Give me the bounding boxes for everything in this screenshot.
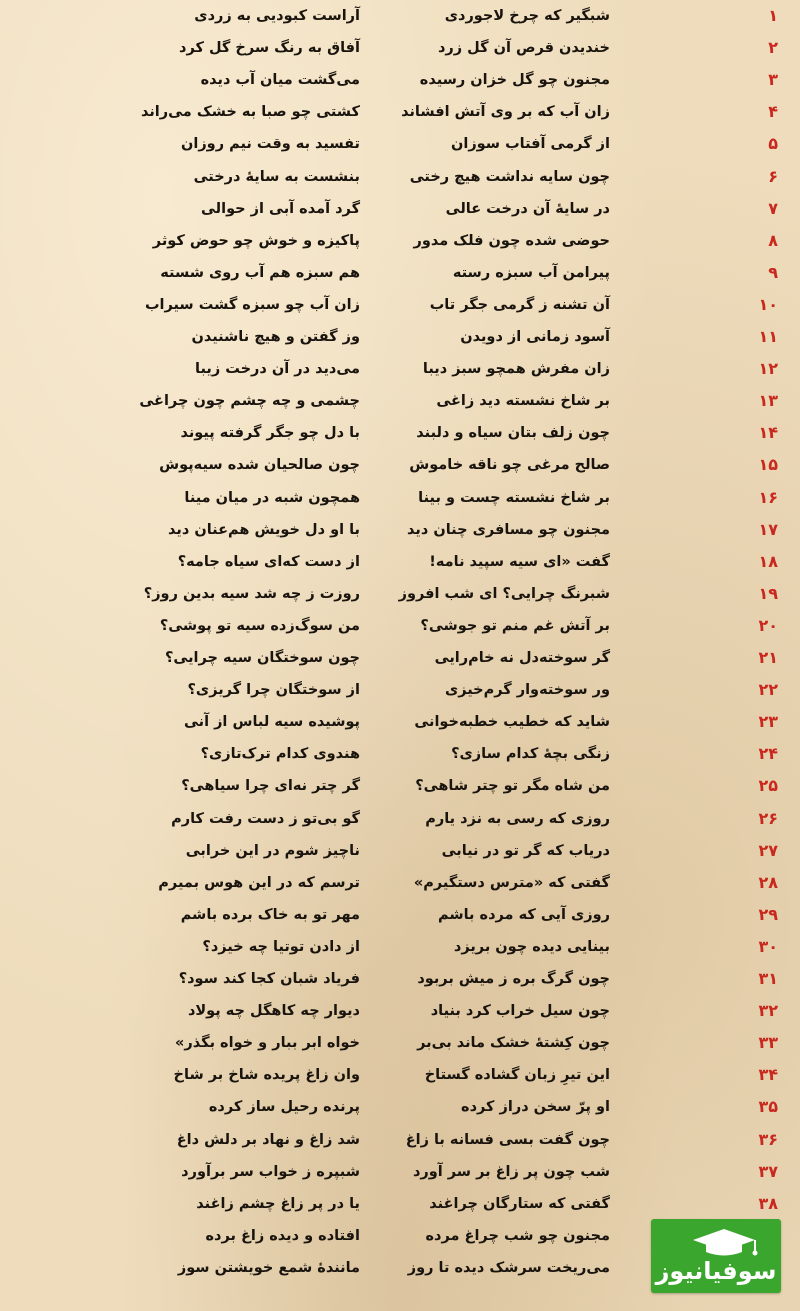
second-hemistich: شبپره ز خواب سر برآورد: [181, 1163, 360, 1180]
second-hemistich: مهر تو به خاک برده باشم: [180, 906, 360, 923]
second-hemistich: روزت ز چه شد سیه بدین روز؟: [143, 585, 360, 602]
first-hemistich: مجنون چو شب چراغ مرده: [425, 1227, 610, 1244]
second-hemistich: آفاق به رنگ سرخ گل کرد: [179, 40, 360, 57]
verse-row: [0, 417, 800, 449]
verse-number: ۲۰: [758, 615, 778, 635]
first-hemistich: خندیدن قرص آن گل زرد: [437, 40, 610, 57]
second-hemistich: افتاده و دیده زاغ برده: [205, 1227, 360, 1244]
verse-row: [0, 674, 800, 706]
verse-number: ۱۲: [758, 359, 778, 379]
verse-row: [0, 770, 800, 802]
verse-number: ۳۷: [758, 1161, 778, 1181]
logo-wordmark: سوفیانیوز: [655, 1257, 777, 1285]
first-hemistich: آسود زمانی از دویدن: [460, 329, 610, 345]
first-hemistich: چون سیل خراب کرد بنیاد: [430, 1003, 610, 1020]
second-hemistich: با دل چو جگر گرفته پیوند: [180, 425, 360, 442]
first-hemistich: شبرنگ چرایی؟ ای شب افروز: [398, 585, 610, 602]
second-hemistich: وان زاغ پریده شاخ بر شاخ: [173, 1067, 360, 1084]
second-hemistich: می‌دید در آن درخت زیبا: [195, 361, 360, 378]
first-hemistich: شب چون پر زاغ بر سر آورد: [412, 1163, 610, 1180]
first-hemistich: ور سوخته‌وار گرم‌خیزی: [444, 682, 610, 699]
second-hemistich: چون صالحیان شده سیه‌پوش: [159, 457, 360, 474]
first-hemistich: زان مفرش همچو سبز دیبا: [422, 361, 610, 378]
verse-number: ۹: [768, 262, 778, 282]
verse-row: [0, 867, 800, 899]
verse-number: ۳۳: [758, 1033, 778, 1053]
verse-number: ۱۴: [758, 423, 778, 443]
second-hemistich: دیوار چه کاهگل چه پولاد: [187, 1003, 360, 1020]
second-hemistich: پرنده رحیل ساز کرده: [208, 1099, 360, 1116]
verse-row: [0, 706, 800, 738]
verse-row: [0, 963, 800, 995]
first-hemistich: روزی که رسی به نزد یارم: [425, 810, 610, 827]
verse-row: [0, 193, 800, 225]
verse-row: [0, 449, 800, 481]
verse-row: [0, 738, 800, 770]
site-logo[interactable]: [651, 1219, 781, 1293]
first-hemistich: مجنون چو مسافری چنان دید: [407, 521, 610, 538]
verse-number: ۵: [768, 134, 778, 154]
second-hemistich: تفسید به وقت نیم روزان: [180, 136, 360, 153]
second-hemistich: چون سوختگان سیه چرایی؟: [165, 650, 360, 666]
verse-row: [0, 64, 800, 96]
verse-number: ۷: [768, 198, 778, 218]
verse-number: ۳۰: [758, 936, 778, 956]
first-hemistich: گفت «ای سیه سپید نامه!: [429, 553, 610, 570]
second-hemistich: خواه ابر ببار و خواه بگذر»: [175, 1035, 360, 1052]
verse-row: [0, 803, 800, 835]
verse-row: [0, 1124, 800, 1156]
second-hemistich: پاکیزه و خوش چو حوض کوثر: [152, 232, 360, 249]
first-hemistich: حوضی شده چون فلک مدور: [413, 232, 610, 249]
verse-row: [0, 931, 800, 963]
first-hemistich: او پرّ سخن دراز کرده: [461, 1099, 610, 1116]
verse-number: ۳۶: [758, 1129, 778, 1149]
verse-number: ۱: [768, 6, 778, 25]
verse-number: ۳۸: [758, 1193, 778, 1213]
second-hemistich: زان آب چو سبزه گشت سیراب: [144, 296, 360, 313]
verse-number: ۲: [768, 38, 778, 58]
verse-number: ۲۷: [758, 840, 778, 860]
verse-number: ۲۳: [758, 712, 778, 732]
second-hemistich: می‌گشت میان آب دیده: [200, 72, 360, 89]
verse-row: [0, 642, 800, 674]
verse-row: [0, 225, 800, 257]
verse-row: [0, 385, 800, 417]
second-hemistich: چشمی و چه چشم چون چراغی: [139, 393, 360, 410]
first-hemistich: چون گفت بسی فسانه با زاغ: [405, 1131, 610, 1148]
second-hemistich: هندوی کدام ترک‌تازی؟: [200, 746, 360, 763]
second-hemistich: از دست که‌ای سیاه جامه؟: [177, 553, 360, 570]
second-hemistich: فریاد شبان کجا کند سود؟: [178, 971, 360, 987]
first-hemistich: شبگیر که چرخ لاجوردی: [444, 8, 610, 24]
first-hemistich: چون کِشتهٔ خشک ماند بی‌بر: [417, 1035, 610, 1052]
second-hemistich: ناچیز شوم در این خرابی: [185, 842, 360, 859]
second-hemistich: وز گفتن و هیچ ناشنیدن: [191, 329, 360, 345]
verse-row: [0, 161, 800, 193]
second-hemistich: از دادن توتیا چه خیزد؟: [202, 938, 360, 955]
verse-row: [0, 321, 800, 353]
verse-number: ۴: [768, 102, 778, 122]
first-hemistich: چون گرگ بره ز میش بربود: [417, 971, 610, 987]
second-hemistich: پوشیده سیه لباس از آنی: [183, 714, 360, 731]
verse-row: [0, 514, 800, 546]
second-hemistich: شد زاغ و نهاد بر دلش داغ: [176, 1131, 360, 1148]
second-hemistich: بنشست به سایهٔ درختی: [193, 168, 360, 185]
verse-number: ۳۱: [758, 969, 778, 988]
verse-row: [0, 1059, 800, 1091]
verse-row: [0, 96, 800, 128]
first-hemistich: می‌ریخت سرشک دیده تا روز: [407, 1259, 610, 1276]
second-hemistich: با او دل خویش هم‌عنان دید: [168, 521, 360, 538]
first-hemistich: شاید که خطیب خطبه‌خوانی: [414, 714, 610, 731]
verse-row: [0, 0, 800, 32]
verse-number: ۲۵: [758, 776, 778, 796]
verse-number: ۳۴: [758, 1065, 778, 1085]
verse-number: ۲۱: [758, 648, 778, 667]
first-hemistich: از گرمی آفتاب سوزان: [450, 136, 610, 153]
first-hemistich: مجنون چو گل خزان رسیده: [419, 72, 610, 89]
verse-row: [0, 610, 800, 642]
first-hemistich: دریاب که گر تو در نیابی: [441, 842, 610, 859]
verse-number: ۱۳: [758, 391, 778, 411]
second-hemistich: از سوختگان چرا گریزی؟: [187, 682, 360, 699]
verse-number: ۶: [768, 166, 778, 186]
second-hemistich: من سوگ‌زده سیه تو پوشی؟: [159, 617, 360, 634]
verse-row: [0, 289, 800, 321]
verse-row: [0, 835, 800, 867]
verse-number: ۳۲: [758, 1001, 778, 1021]
verse-number: ۱۰: [758, 294, 778, 314]
verse-row: [0, 353, 800, 385]
second-hemistich: آراست کبودیی به زردی: [194, 8, 360, 24]
first-hemistich: روزی آیی که مرده باشم: [437, 906, 610, 923]
first-hemistich: گر سوخته‌دل نه خام‌رایی: [434, 650, 610, 666]
first-hemistich: گفتی که «مترس دستگیرم»: [413, 874, 610, 891]
first-hemistich: چون سایه نداشت هیچ رختی: [409, 168, 610, 185]
first-hemistich: گفتی که ستارگان چراغند: [429, 1195, 610, 1212]
first-hemistich: این تیرِ زبان گشاده گستاخ: [424, 1067, 610, 1084]
verse-number: ۲۶: [758, 808, 778, 828]
verse-number: ۱۶: [758, 487, 778, 507]
verse-row: [0, 899, 800, 931]
first-hemistich: صالح مرغی چو ناقه خاموش: [409, 457, 610, 474]
first-hemistich: بینایی دیده چون بریزد: [453, 938, 610, 955]
verse-number: ۱۸: [758, 551, 778, 571]
second-hemistich: ترسم که در این هوس بمیرم: [158, 874, 360, 891]
verse-row: [0, 257, 800, 289]
first-hemistich: زان آب که بر وی آتش افشاند: [401, 104, 610, 121]
second-hemistich: همچون شبه در میان مینا: [184, 489, 360, 506]
verse-number: ۱۵: [758, 455, 778, 475]
first-hemistich: بر آتش غم منم تو جوشی؟: [420, 617, 610, 634]
first-hemistich: در سایهٔ آن درخت عالی: [445, 200, 610, 217]
verse-row: [0, 995, 800, 1027]
verse-number: ۱۹: [758, 583, 778, 603]
verse-number: ۸: [768, 230, 778, 250]
second-hemistich: گر چتر نه‌ای چرا سیاهی؟: [181, 778, 360, 795]
second-hemistich: یا در پر زاغ چشم زاغند: [196, 1195, 360, 1212]
verse-row: [0, 1188, 800, 1220]
first-hemistich: آن تشنه ز گرمی جگر تاب: [429, 296, 610, 313]
verse-row: [0, 1156, 800, 1188]
verse-row: [0, 1091, 800, 1123]
second-hemistich: کشتی چو صبا به خشک می‌راند: [140, 104, 360, 121]
verse-number: ۲۹: [758, 904, 778, 924]
verse-number: ۲۸: [758, 872, 778, 892]
second-hemistich: گرد آمده آبی از حوالی: [201, 200, 360, 217]
first-hemistich: من شاه مگر تو چتر شاهی؟: [415, 778, 610, 795]
first-hemistich: زنگی بچهٔ کدام سازی؟: [451, 746, 610, 763]
first-hemistich: چون زلف بتان سیاه و دلبند: [416, 425, 610, 442]
verse-row: [0, 546, 800, 578]
second-hemistich: گو بی‌تو ز دست رفت کارم: [171, 810, 360, 827]
verse-number: ۳: [768, 70, 778, 90]
verse-row: [0, 1027, 800, 1059]
second-hemistich: مانندهٔ شمع خویشتن سوز: [177, 1259, 360, 1276]
verse-row: [0, 128, 800, 160]
verse-number: ۱۷: [758, 519, 778, 539]
first-hemistich: بر شاخ نشسته دید زاغی: [436, 393, 610, 410]
verse-row: [0, 32, 800, 64]
verse-number: ۳۵: [758, 1097, 778, 1117]
verse-number: ۱۱: [758, 327, 778, 346]
verse-row: [0, 482, 800, 514]
second-hemistich: هم سبزه هم آب روی شسته: [160, 264, 360, 281]
verse-row: [0, 578, 800, 610]
verse-number: ۲۲: [758, 680, 778, 700]
verse-number: ۲۴: [758, 744, 778, 764]
first-hemistich: بر شاخ نشسته چست و بینا: [418, 489, 610, 506]
first-hemistich: پیرامن آب سبزه رسته: [452, 264, 610, 281]
